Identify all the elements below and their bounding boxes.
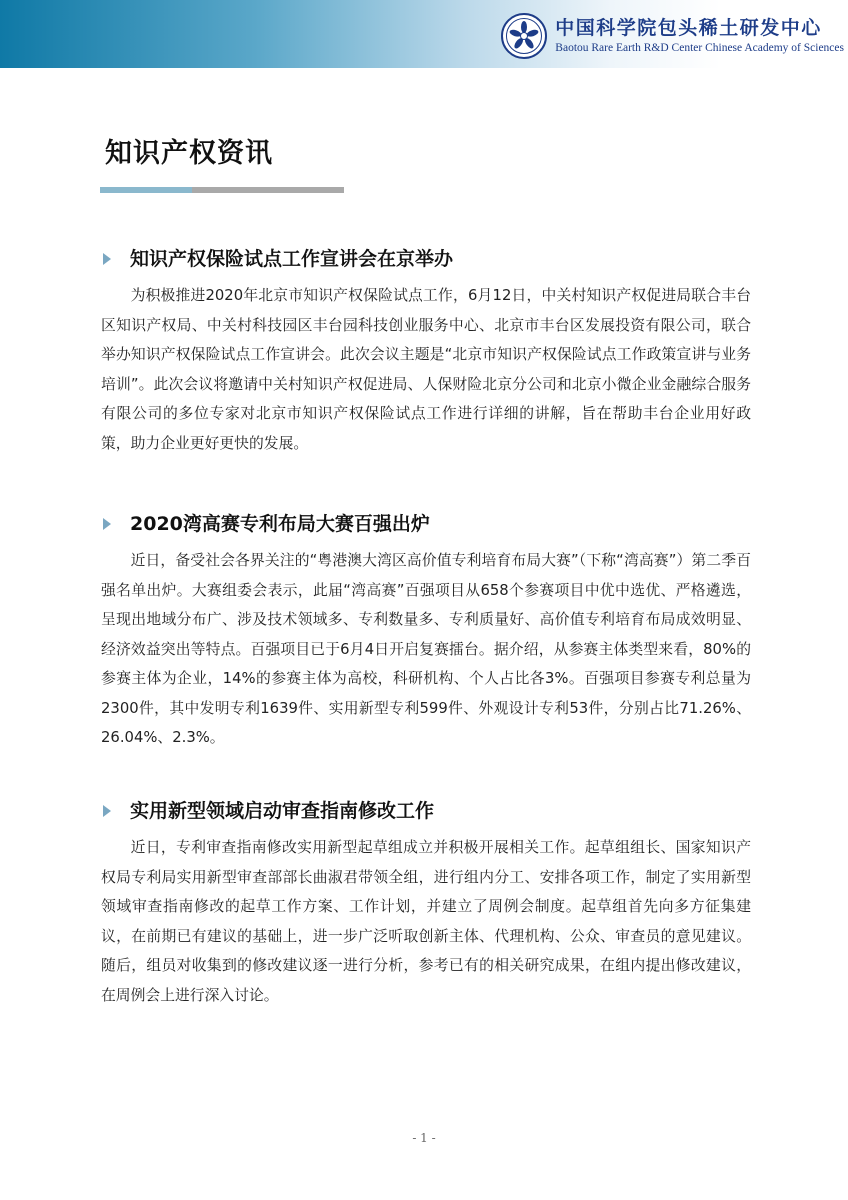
section-title: 知识产权保险试点工作宣讲会在京举办: [130, 248, 454, 270]
org-name-en: Baotou Rare Earth R&D Center Chinese Academy of Sciences: [555, 42, 844, 54]
org-logo: [501, 12, 844, 60]
org-name-cn: 中国科学院包头稀土研发中心: [555, 17, 822, 39]
news-section-insurance: [101, 243, 751, 458]
section-body: 近日，备受社会各界关注的“粤港澳大湾区高价值专利培育布局大赛”（下称“湾高赛”）第二季百强名单出炉。大赛组委会表示，此届“湾高赛”百强项目从658个参赛项目中优中选优、严格遴选，呈现出地域分布广、涉及技术领域多、专利数量多、专利质量好、高价值专利培育布局成效明显、经济效益突出等特点。百强项目已于6月4日开启复赛擂台。据介绍，从参赛主体类型来看，80%的参赛主体为企业，14%的参赛主体为高校，科研机构、个人占比各3%。百强项目参赛专利总量为2300件，其中发明专利1639件、实用新型专利599件、外观设计专利53件，分别占比71.26%、26.04%、2.3%。: [101, 552, 751, 746]
page-number: - 1 -: [412, 1131, 436, 1145]
bullet-triangle-icon: [103, 805, 111, 817]
news-section-gba-contest: [101, 508, 751, 753]
bullet-triangle-icon: [103, 253, 111, 265]
bullet-triangle-icon: [103, 518, 111, 530]
page-title: 知识产权资讯: [105, 138, 273, 169]
section-title: 实用新型领域启动审查指南修改工作: [130, 800, 435, 822]
section-body: 为积极推进2020年北京市知识产权保险试点工作，6月12日，中关村知识产权促进局联合丰台区知识产权局、中关村科技园区丰台园科技创业服务中心、北京市丰台区发展投资有限公司，联合举办知识产权保险试点工作宣讲会。此次会议主题是“北京市知识产权保险试点工作政策宣讲与业务培训”。此次会议将邀请中关村知识产权促进局、人保财险北京分公司和北京小微企业金融综合服务有限公司的多位专家对北京市知识产权保险试点工作进行详细的讲解，旨在帮助丰台企业用好政策，助力企业更好更快的发展。: [101, 287, 751, 452]
section-title: 2020湾高赛专利布局大赛百强出炉: [130, 513, 430, 535]
news-section-utility-model: [101, 795, 751, 1010]
title-underline: [100, 187, 344, 193]
cas-emblem-icon: [501, 13, 547, 59]
section-body: 近日，专利审查指南修改实用新型起草组成立并积极开展相关工作。起草组组长、国家知识产权局专利局实用新型审查部部长曲淑君带领全组，进行组内分工、安排各项工作，制定了实用新型领域审查指南修改的起草工作方案、工作计划，并建立了周例会制度。起草组首先向多方征集建议，在前期已有建议的基础上，进一步广泛听取创新主体、代理机构、公众、审查员的意见建议。随后，组员对收集到的修改建议逐一进行分析，参考已有的相关研究成果，在组内提出修改建议，在周例会上进行深入讨论。: [101, 839, 751, 1004]
